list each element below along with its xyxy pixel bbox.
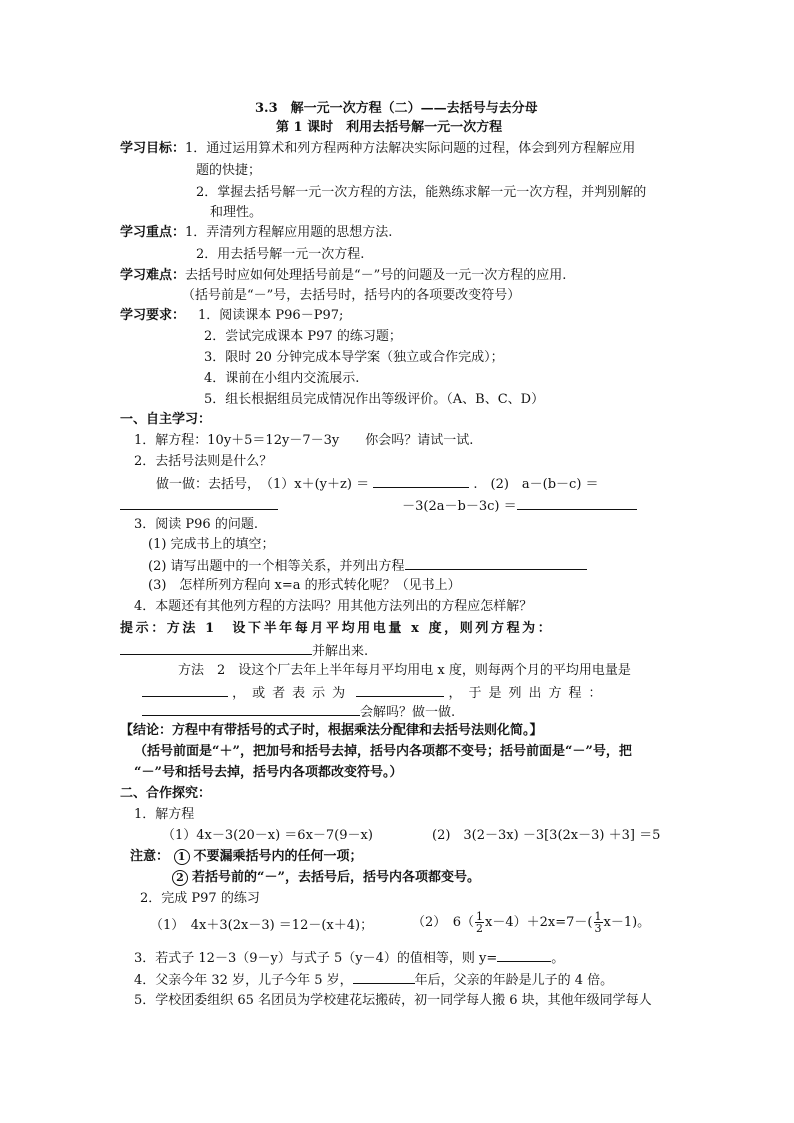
requirements-line-1: [120, 307, 343, 325]
problem-1b: (2) 3(2－3x) －3[3(2x－3) ＋3] ＝5: [432, 828, 661, 843]
requirement-3: 3．限时 20 分钟完成本导学案（独立或合作完成）；: [204, 350, 504, 365]
answer-blank-hint2c[interactable]: [142, 702, 360, 716]
conclusion-3: “－”号和括号去掉，括号内各项都改变符号。）: [134, 765, 403, 780]
hint-2c-text: 会解吗？做一做.: [360, 705, 456, 720]
circled-number-1-icon: 1: [174, 849, 190, 865]
problem-1: 1．解方程: [134, 807, 195, 822]
hint-method-1-cont: [120, 641, 368, 661]
focus-1: 1．弄清列方程解应用题的思想方法.: [185, 225, 393, 240]
difficulty-2: （括号前是“－”号，去括号时，括号内的各项要改变符号）: [182, 288, 521, 303]
note-2: 若括号前的“－”，去括号后，括号内各项都变号。: [192, 870, 480, 885]
answer-blank-q2b[interactable]: [120, 496, 278, 510]
circled-number-2-icon: 2: [172, 870, 188, 886]
difficulty-1: 去括号时应如何处理括号前是“－”号的问题及一元一次方程的应用.: [185, 268, 567, 283]
goal-2-cont: 和理性。: [210, 205, 263, 220]
fraction-one-third: $\frac{1}{3}$: [594, 910, 602, 935]
requirements-label: 学习要求：: [120, 308, 186, 323]
section-1-heading: 一、自主学习：: [120, 412, 212, 427]
question-4: 4．本题还有其他列方程的方法吗？用其他方法列出的方程应怎样解？: [134, 599, 533, 614]
requirement-2: 2．尝试完成课本 P97 的练习题；: [204, 329, 402, 344]
problem-4-line: [134, 970, 613, 990]
focus-line-1: [120, 224, 392, 242]
page-title: 3.3 解一元一次方程（二）——去括号与去分母: [255, 101, 538, 116]
difficulty-line-1: [120, 267, 566, 285]
goals-line-1: [120, 140, 635, 158]
problem-4-pre: 4．父亲今年 32 岁，儿子今年 5 岁，: [134, 973, 353, 988]
goal-1: 1．通过运用算术和列方程两种方法解决实际问题的过程，体会到列方程解应用: [185, 141, 636, 156]
question-2-exercise-cont: [120, 496, 637, 516]
note-2-line: [172, 869, 480, 887]
goals-label: 学习目标：: [120, 141, 186, 156]
question-2-exercise: [156, 474, 599, 494]
answer-blank-hint1[interactable]: [120, 641, 312, 655]
problem-2b-end: x－1)。: [603, 915, 651, 930]
focus-2: 2．用去括号解一元一次方程.: [196, 247, 365, 262]
answer-blank-q2c[interactable]: [517, 496, 637, 510]
problem-2: 2．完成 P97 的练习: [140, 891, 260, 906]
problem-3-line: [134, 948, 564, 968]
problem-2b: [412, 910, 650, 936]
section-2-heading: 二、合作探究：: [120, 786, 212, 801]
conclusion-2: （括号前面是“＋”，把加号和括号去掉，括号内各项都不变号；括号前面是“－”号，把: [134, 744, 632, 759]
q2a-text: 做一做：去括号， （1）x＋(y＋z) ＝: [156, 477, 370, 492]
problem-2b-pre: （2） 6（: [412, 915, 475, 930]
fraction-one-half: $\frac{1}{2}$: [476, 910, 484, 935]
note-1: 不要漏乘括号内的任何一项；: [193, 849, 363, 864]
question-2: 2．去括号法则是什么？: [134, 454, 273, 469]
answer-blank-p4[interactable]: [353, 970, 415, 984]
question-3c: (3) 怎样所列方程向 x=a 的形式转化呢？（见书上）: [148, 578, 461, 593]
answer-blank-hint2a[interactable]: [142, 683, 228, 697]
answer-blank-q3b[interactable]: [405, 556, 587, 570]
hint-2b-end: ，于是列出方程：: [448, 686, 609, 701]
hint-1b-text: 并解出来.: [312, 644, 369, 659]
conclusion-1: 【结论：方程中有带括号的式子时，根据乘法分配律和去括号法则化简。】: [120, 723, 543, 738]
question-1: 1．解方程：10y＋5＝12y－7－3y 你会吗？请试一试.: [134, 433, 474, 448]
hint-method-2: 方法 2 设这个厂去年上半年每月平均用电 x 度，则每两个月的平均用电量是: [178, 663, 631, 678]
question-3b: (2) 请写出题中的一个相等关系，并列出方程: [148, 559, 405, 574]
difficulty-label: 学习难点：: [120, 268, 186, 283]
note-label: 注意：: [130, 849, 170, 864]
requirement-4: 4．课前在小组内交流展示.: [204, 371, 360, 386]
problem-4-end: 年后，父亲的年龄是儿子的 4 倍。: [414, 973, 614, 988]
note-1-line: [130, 848, 363, 866]
answer-blank-p3[interactable]: [497, 948, 551, 962]
hint-method-2-cont: [142, 683, 608, 703]
question-3: 3．阅读 P96 的问题.: [134, 517, 258, 532]
page-subtitle: 第 1 课时 利用去括号解一元一次方程: [276, 120, 503, 135]
hint-2b-mid: ，或者表示为: [232, 686, 353, 701]
goal-2: 2．掌握去括号解一元一次方程的方法，能熟练求解一元一次方程，并判别解的: [196, 185, 647, 200]
problem-5: 5．学校团委组织 65 名团员为学校建花坛搬砖，初一同学每人搬 6 块，其他年级同学每人: [134, 993, 652, 1008]
requirement-5: 5．组长根据组员完成情况作出等级评价。（A、B、C、D）: [204, 392, 545, 407]
problem-3-end: 。: [551, 951, 565, 966]
problem-2a: （1） 4x＋3(2x－3) ＝12－(x＋4)；: [150, 918, 374, 933]
hint-method-2-end: [142, 702, 455, 722]
requirement-1: 1．阅读课本 P96－P97;: [198, 308, 344, 323]
q2b-text: . (2) a－(b－c) ＝: [473, 477, 599, 492]
problem-1a: （1）4x－3(20－x) ＝6x－7(9－x): [162, 828, 373, 843]
answer-blank-hint2b[interactable]: [356, 683, 444, 697]
goal-1-cont: 题的快捷；: [196, 163, 262, 178]
question-3a: (1) 完成书上的填空；: [148, 537, 275, 552]
problem-2b-mid: x－4）＋2x=7－(: [485, 915, 593, 930]
hint-1-text: 提示：方法 1 设下半年每月平均用电量 x 度，则列方程为：: [120, 621, 554, 636]
problem-3: 3．若式子 12－3（9－y）与式子 5（y－4）的值相等，则 y=: [134, 951, 498, 966]
answer-blank-q2a[interactable]: [373, 474, 469, 488]
question-3b-line: [148, 556, 587, 576]
q2c-text: －3(2a－b－3c) ＝: [402, 499, 517, 514]
focus-label: 学习重点：: [120, 225, 186, 240]
hint-method-1: [120, 620, 680, 638]
